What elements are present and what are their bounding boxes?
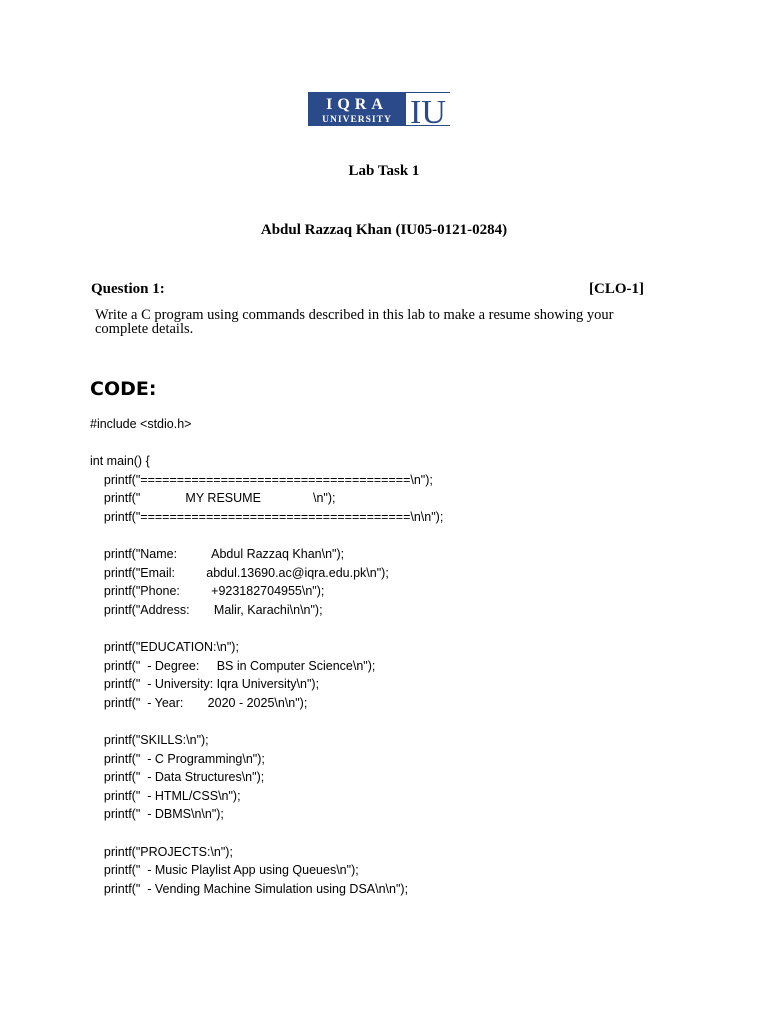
question-header bbox=[91, 280, 644, 298]
code-line: printf("PROJECTS:\n"); bbox=[90, 844, 233, 859]
code-line bbox=[90, 713, 690, 732]
question-text: Write a C program using commands described in this lab to make a resume showing your complete details. bbox=[95, 307, 614, 337]
code-line: printf(" - Data Structures\n"); bbox=[90, 770, 265, 785]
code-line: printf(" - HTML/CSS\n"); bbox=[90, 788, 241, 803]
code-line: printf(" - Vending Machine Simulation using DSA\n\n"); bbox=[90, 881, 409, 896]
code-line: printf("Address: Malir, Karachi\n\n"); bbox=[90, 602, 323, 617]
code-line: printf(" - Year: 2020 - 2025\n\n"); bbox=[90, 695, 308, 710]
code-line: printf(" - DBMS\n\n"); bbox=[90, 807, 224, 822]
logo-mark: IU bbox=[410, 94, 446, 126]
code-line: printf("SKILLS:\n"); bbox=[90, 733, 209, 748]
code-line bbox=[90, 527, 690, 546]
code-line: printf("=====================================\n"); bbox=[90, 472, 433, 487]
logo-top-text: IQRA bbox=[326, 96, 388, 113]
code-line: printf("EDUCATION:\n"); bbox=[90, 640, 239, 655]
code-line: printf("=====================================\n\n"); bbox=[90, 509, 444, 524]
code-line: #include <stdio.h> bbox=[90, 417, 192, 431]
code-heading: CODE: bbox=[90, 378, 157, 400]
logo-bottom-text: UNIVERSITY bbox=[322, 115, 392, 125]
question-label: Question 1: bbox=[91, 281, 165, 297]
code-line: printf(" MY RESUME \n"); bbox=[90, 491, 336, 506]
code-line: printf(" - Music Playlist App using Queues\n"); bbox=[90, 863, 359, 878]
code-line bbox=[90, 824, 690, 843]
code-block bbox=[90, 415, 690, 898]
code-line: printf(" - Degree: BS in Computer Science\n"); bbox=[90, 658, 376, 673]
iqra-university-logo bbox=[308, 92, 450, 126]
code-line: printf("Email: abdul.13690.ac@iqra.edu.pk\n"); bbox=[90, 565, 389, 580]
code-line: printf("Phone: +923182704955\n"); bbox=[90, 584, 325, 599]
clo-label: [CLO-1] bbox=[589, 281, 644, 297]
code-line bbox=[90, 434, 690, 453]
code-line: printf(" - University: Iqra University\n"); bbox=[90, 677, 320, 692]
page-title: Lab Task 1 bbox=[348, 163, 420, 179]
code-line: printf(" - C Programming\n"); bbox=[90, 751, 265, 766]
code-line bbox=[90, 620, 690, 639]
code-line: printf("Name: Abdul Razzaq Khan\n"); bbox=[90, 547, 345, 562]
code-line: int main() { bbox=[90, 454, 150, 469]
author-name: Abdul Razzaq Khan (IU05-0121-0284) bbox=[260, 222, 508, 238]
